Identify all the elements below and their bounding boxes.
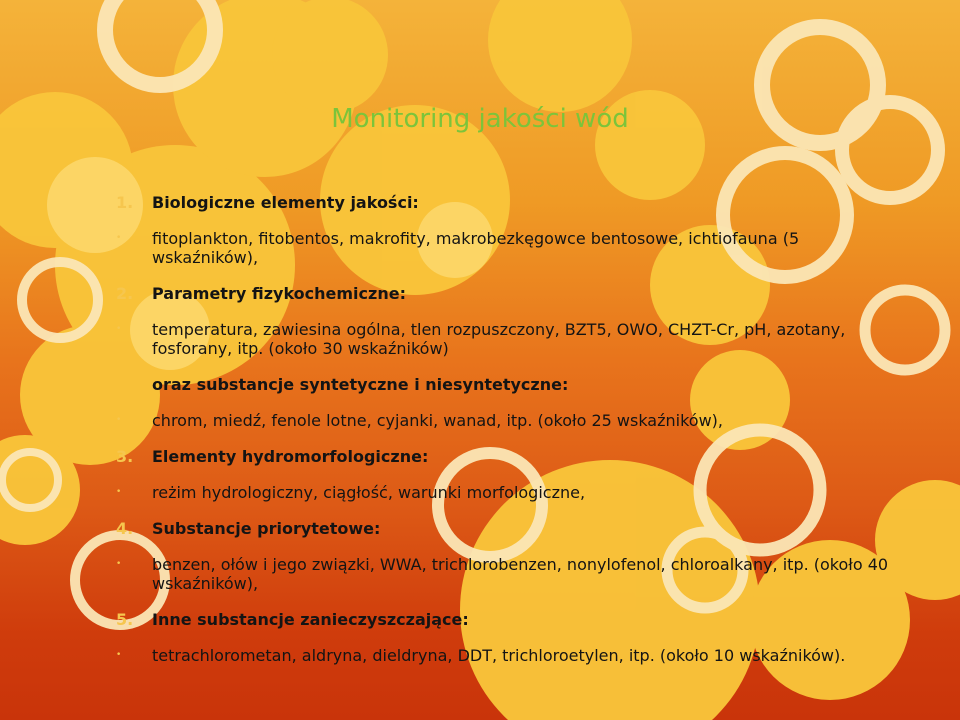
- section-number-3: 3.: [116, 447, 134, 466]
- bullet-text-4: benzen, ołów i jego związki, WWA, trichlorobenzen, nonylofenol, chloroalkany, itp. (około 40 wskaźników),: [152, 555, 889, 593]
- bullet-text-1: fitoplankton, fitobentos, makrofity, makrobezkęgowce bentosowe, ichtiofauna (5 wskaźników),: [152, 229, 800, 267]
- bullet-item-2b: [108, 411, 908, 430]
- section-heading-text-1: Biologiczne elementy jakości:: [152, 193, 419, 212]
- bullet-text-5: tetrachlorometan, aldryna, dieldryna, DDT, trichloroetylen, itp. (około 10 wskaźników).: [152, 646, 846, 665]
- bullet-item-3: [108, 483, 908, 502]
- bullet-item-4: [108, 555, 908, 593]
- section-heading-text-5: Inne substancje zanieczyszczające:: [152, 610, 469, 629]
- content-list: [108, 193, 908, 682]
- section-heading-5: [108, 610, 908, 629]
- bullet-icon: •: [116, 650, 122, 660]
- sub-heading-text-2: oraz substancje syntetyczne i niesyntetyczne:: [152, 375, 569, 394]
- bullet-text-2: temperatura, zawiesina ogólna, tlen rozpuszczony, BZT5, OWO, CHZT-Cr, pH, azotany, fosforany, itp. (około 30 wskaźników): [152, 320, 846, 358]
- bullet-item-1: [108, 229, 908, 267]
- sub-heading-2: [108, 375, 908, 394]
- section-heading-2: [108, 284, 908, 303]
- section-number-2: 2.: [116, 284, 134, 303]
- section-heading-text-4: Substancje priorytetowe:: [152, 519, 381, 538]
- section-number-1: 1.: [116, 193, 134, 212]
- section-number-5: 5.: [116, 610, 134, 629]
- bullet-icon: •: [116, 415, 122, 425]
- bullet-icon: •: [116, 324, 122, 334]
- bullet-item-5: [108, 646, 908, 665]
- section-heading-text-2: Parametry fizykochemiczne:: [152, 284, 406, 303]
- bullet-icon: •: [116, 233, 122, 243]
- section-heading-4: [108, 519, 908, 538]
- section-number-4: 4.: [116, 519, 134, 538]
- section-heading-text-3: Elementy hydromorfologiczne:: [152, 447, 429, 466]
- bullet-icon: •: [116, 559, 122, 569]
- bullet-text-3: reżim hydrologiczny, ciągłość, warunki morfologiczne,: [152, 483, 586, 502]
- bullet-item-2: [108, 320, 908, 358]
- bullet-text-2b: chrom, miedź, fenole lotne, cyjanki, wanad, itp. (około 25 wskaźników),: [152, 411, 723, 430]
- slide-title: Monitoring jakości wód: [331, 104, 629, 134]
- section-heading-3: [108, 447, 908, 466]
- bullet-icon: •: [116, 487, 122, 497]
- section-heading-1: [108, 193, 908, 212]
